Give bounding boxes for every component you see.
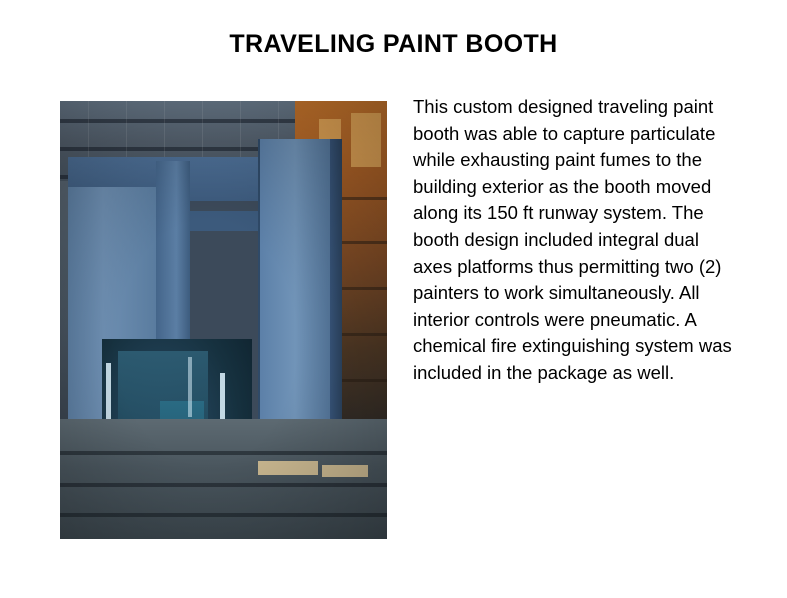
photo-floor-rail — [60, 483, 387, 487]
photo-floor-rail — [60, 513, 387, 517]
photo-window — [351, 113, 381, 167]
photo-floor — [60, 419, 387, 539]
photo-floor-pad — [322, 465, 368, 477]
photo-interior-lamp — [188, 357, 192, 417]
photo-floor-pad — [258, 461, 318, 475]
photo-floor-rail — [60, 451, 387, 455]
page-title: TRAVELING PAINT BOOTH — [229, 30, 558, 58]
photo-scene — [60, 101, 387, 539]
booth-photo — [60, 101, 387, 539]
body-paragraph: This custom designed traveling paint booth was able to capture particulate while exhausting paint fumes to the building exterior as the booth moved along its 150 ft runway system. The booth design included integral dual axes platforms thus permitting two (2) painters to work simultaneously. All interior controls were pneumatic. A chemical fire extinguishing system was included in the package as well. — [413, 96, 737, 383]
